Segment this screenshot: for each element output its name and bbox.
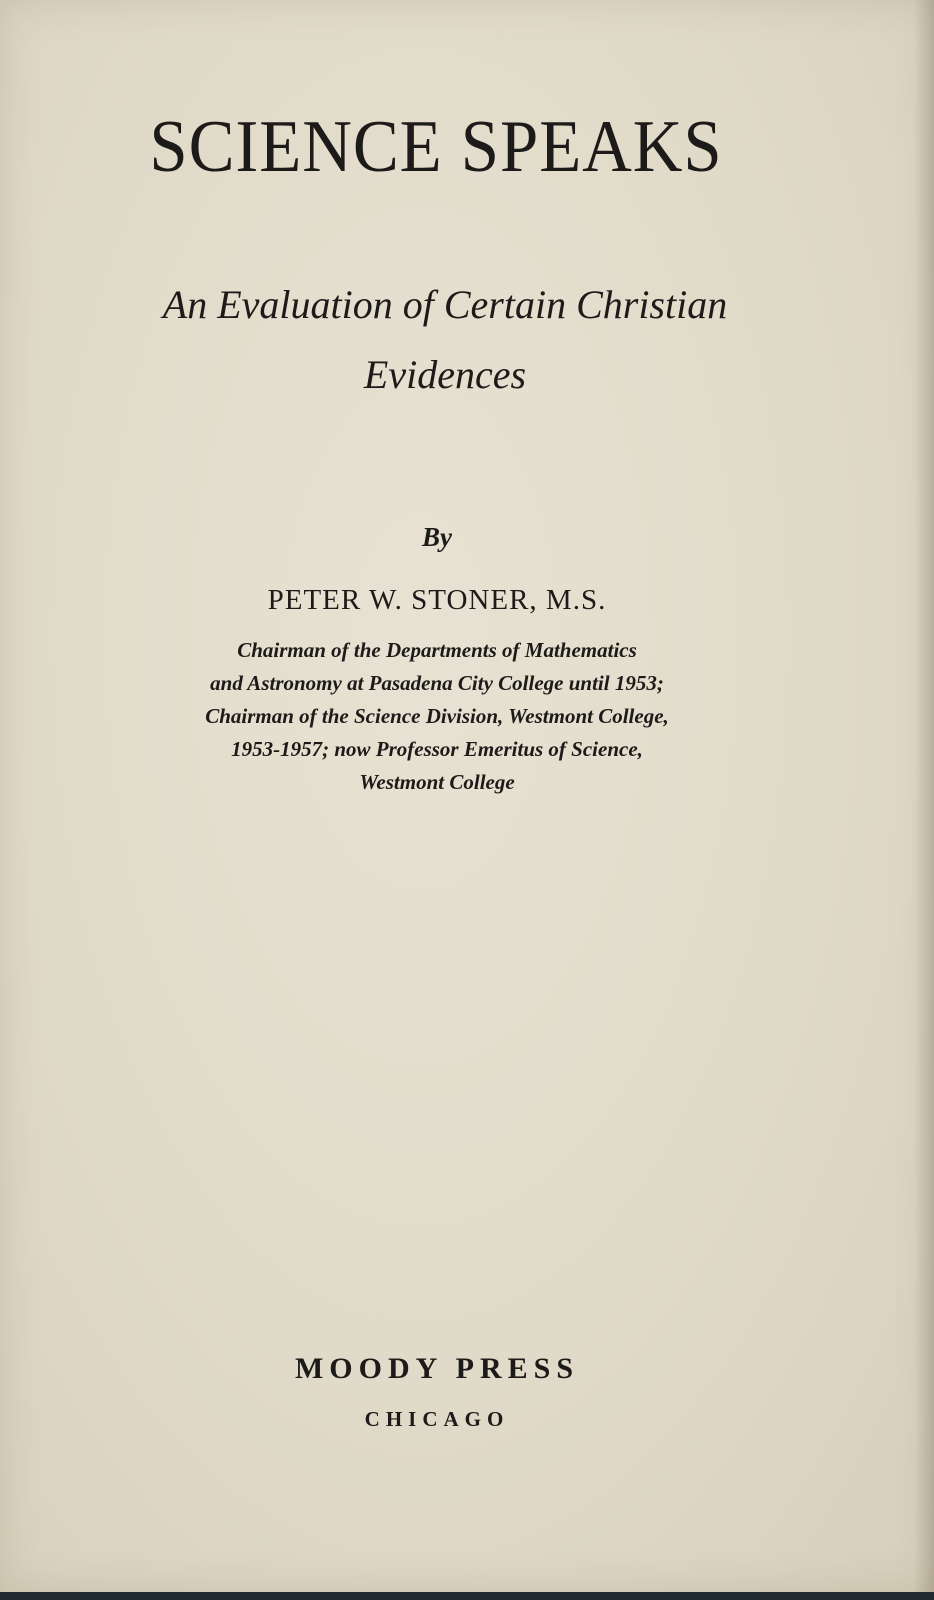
subtitle-line: An Evaluation of Certain Christian: [162, 282, 728, 327]
author-affiliation: [60, 634, 814, 799]
affiliation-line: Chairman of the Science Division, Westmont College,: [205, 704, 669, 728]
affiliation-line: Westmont College: [359, 770, 515, 794]
affiliation-line: Chairman of the Departments of Mathematics: [237, 638, 637, 662]
by-label: By: [422, 522, 452, 552]
author-name: PETER W. STONER, M.S.: [267, 584, 607, 616]
subtitle-line: Evidences: [363, 352, 527, 397]
background-strip: [0, 1592, 934, 1600]
book-title: SCIENCE SPEAKS: [149, 106, 723, 188]
publisher-city: CHICAGO: [364, 1407, 510, 1431]
book-subtitle: [40, 270, 850, 410]
affiliation-line: 1953-1957; now Professor Emeritus of Science,: [231, 737, 643, 761]
page-edge-shadow: [914, 0, 934, 1592]
publisher-name: MOODY PRESS: [294, 1352, 580, 1385]
affiliation-line: and Astronomy at Pasadena City College until 1953;: [210, 671, 664, 695]
